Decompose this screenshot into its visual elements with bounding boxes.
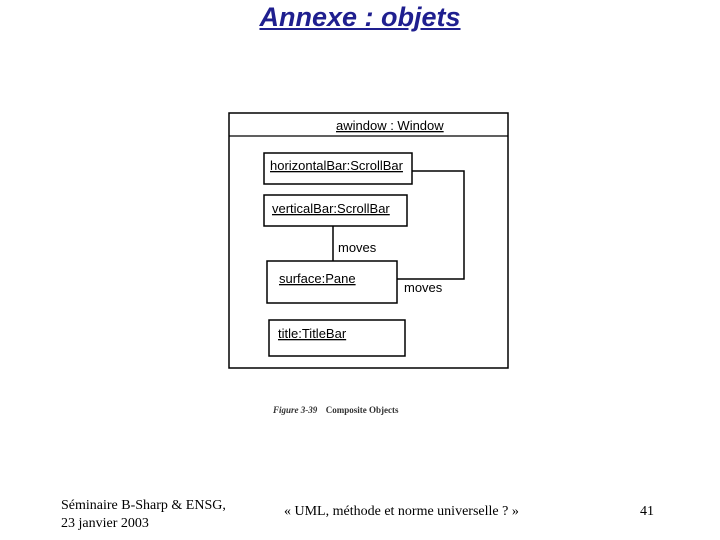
slide-title: Annexe : objets <box>259 2 461 32</box>
window-container-label: awindow : Window <box>336 118 444 133</box>
link-label-moves-1: moves <box>338 240 377 255</box>
figure-caption <box>272 400 399 417</box>
footer-seminar-line1: Séminaire B-Sharp & ENSG, <box>61 498 226 513</box>
footer-page-number: 41 <box>640 504 654 519</box>
object-title-bar-label: title:TitleBar <box>278 326 347 341</box>
figure-caption-text: Composite Objects <box>325 405 399 415</box>
figure-caption-number: Figure 3-39 <box>273 405 318 415</box>
object-horizontal-bar-label: horizontalBar:ScrollBar <box>270 158 403 173</box>
object-surface-pane-label: surface:Pane <box>279 271 356 286</box>
link-label-moves-2: moves <box>404 280 443 295</box>
footer-presentation-title: « UML, méthode et norme universelle ? » <box>284 504 519 519</box>
footer-seminar-line2: 23 janvier 2003 <box>61 516 149 531</box>
object-vertical-bar-label: verticalBar:ScrollBar <box>272 201 390 216</box>
footer-seminar-info <box>61 497 261 533</box>
